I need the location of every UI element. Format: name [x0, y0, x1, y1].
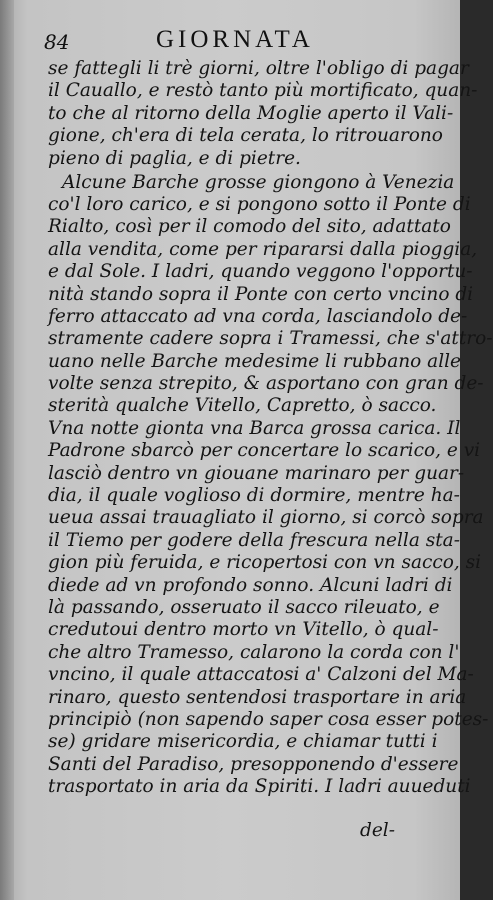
text-line: ueua assai trauagliato il giorno, si corcò sopra: [48, 507, 484, 529]
text-line: e dal Sole. I ladri, quando veggono l'opportu-: [48, 261, 473, 283]
page-gutter: [0, 0, 14, 900]
text-line: gion più feruida, e ricopertosi con vn sacco, si: [48, 552, 482, 574]
text-line: Alcune Barche grosse giongono à Venezia: [62, 171, 455, 193]
paragraph: [48, 171, 493, 799]
text-line: credutoui dentro morto vn Vitello, ò qual-: [48, 619, 439, 641]
body-text: [48, 58, 493, 798]
text-line: uano nelle Barche medesime li rubbano alle: [48, 350, 461, 372]
text-line: ferro attaccato ad vna corda, lasciandolo de-: [48, 305, 468, 327]
text-line: trasportato in aria da Spiriti. I ladri auueduti: [48, 776, 471, 798]
page-header: [44, 26, 424, 56]
text-line: diede ad vn profondo sonno. Alcuni ladri di: [48, 574, 453, 596]
text-line: Santi del Paradiso, presopponendo d'essere: [48, 753, 459, 775]
text-line: co'l loro carico, e si pongono sotto il Ponte di: [48, 193, 471, 215]
page-number: 84: [44, 30, 70, 54]
text-line: vncino, il quale attaccatosi a' Calzoni del Ma-: [48, 664, 474, 686]
text-line: se fattegli li trè giorni, oltre l'obligo di pagar: [48, 58, 469, 79]
text-line: Rialto, così per il comodo del sito, adattato: [48, 216, 451, 238]
text-line: alla vendita, come per ripararsi dalla pioggia,: [48, 238, 478, 260]
text-line: gione, ch'era di tela cerata, lo ritrouarono: [48, 125, 443, 147]
text-line: principiò (non sapendo saper cosa esser potes-: [48, 708, 489, 730]
paragraph: [48, 58, 478, 170]
text-line: pieno di paglia, e di pietre.: [48, 147, 301, 169]
text-line: rinaro, questo sentendosi trasportare in aria: [48, 686, 467, 708]
text-line: il Cauallo, e restò tanto più mortificato, quan-: [48, 80, 478, 102]
text-line: nità stando sopra il Ponte con certo vncino di: [48, 283, 474, 305]
text-line: sterità qualche Vitello, Capretto, ò sacco.: [48, 395, 437, 417]
catchword: del-: [360, 820, 395, 841]
text-line: volte senza strepito, & asportano con gran de-: [48, 373, 484, 395]
text-line: se) gridare misericordia, e chiamar tutti i: [48, 731, 438, 753]
text-line: là passando, osseruato il sacco rileuato, e: [48, 596, 440, 618]
text-line: che altro Tramesso, calarono la corda con l': [48, 641, 460, 663]
text-line: Vna notte gionta vna Barca grossa carica. Il: [48, 417, 461, 439]
text-line: to che al ritorno della Moglie aperto il Vali-: [48, 102, 454, 124]
text-line: Padrone sbarcò per concertare lo scarico, e vi: [48, 440, 481, 462]
running-head: GIORNATA: [156, 26, 314, 53]
text-line: lasciò dentro vn giouane marinaro per guar-: [48, 462, 465, 484]
text-line: dia, il quale voglioso di dormire, mentre ha-: [48, 485, 460, 507]
text-line: il Tiemo per godere della frescura nella sta-: [48, 529, 460, 551]
text-line: stramente cadere sopra i Tramessi, che s'attro-: [48, 328, 493, 350]
